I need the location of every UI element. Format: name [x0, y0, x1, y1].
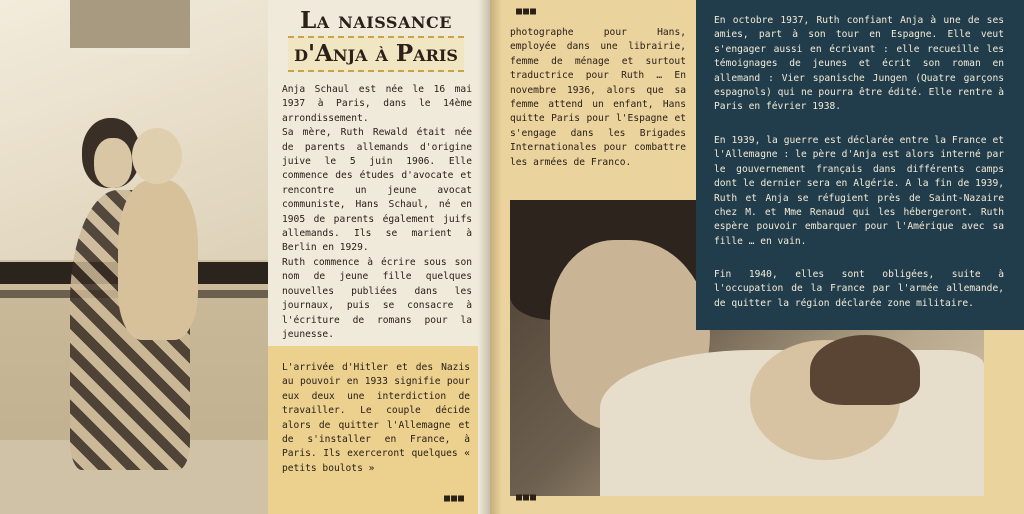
left-page — [0, 0, 490, 514]
photo-mother-holding-child — [0, 0, 268, 514]
title-line-1: La naissance — [300, 7, 452, 34]
paragraph-birth-and-parents: Anja Schaul est née le 16 mai 1937 à Paris, dans le 14ème arrondissement. Sa mère, Ruth Rewald était née de parents allemands d'origine juive le 5 juin 1906. Elle commence des études d'avocate et rencontre un jeune avocat communiste, Hans Schaul, né en 1905 de parents également juifs allemands. Ils se marient à Berlin en 1929. Ruth commence à écrire sous son nom de jeune fille quelques nouvelles publiées dans les journaux, puis se consacre à l'écriture de romans pour la jeunesse. — [282, 84, 472, 340]
paragraph-hans-leaves: photographe pour Hans, employée dans une librairie, femme de ménage et surtout traductrice pour Ruth … En novembre 1936, alors que sa femme attend un enfant, Hans quitte Paris pour l'Espagne et s'engage dans les Brigades Internationales pour combattre les armées de Franco. — [510, 27, 686, 168]
book-gutter — [478, 0, 502, 514]
paragraph-1939-war: En 1939, la guerre est déclarée entre la France et l'Allemagne : le père d'Anja est alors interné par le gouvernement français dans différents camps dont le dernier sera en Algérie. A la fin de 1939, Ruth et Anja se réfugient près de Saint-Nazaire chez M. et Mme Renaud qui les hébergeront. Ruth espère pouvoir embarquer pour l'Amérique avec sa fille … en vain. — [714, 135, 1004, 247]
paragraph-hitler-arrival: L'arrivée d'Hitler et des Nazis au pouvoir en 1933 signifie pour eux deux une interdiction de travailler. Le couple décide alors de quitter l'Allemagne et de s'installer en France, à Paris. Ils exerceront quelques « petits boulots » — [282, 362, 470, 474]
ornament-squares-left: ■■■ — [444, 493, 466, 504]
ornament-squares-top: ■■■ — [516, 6, 538, 17]
paragraph-end-1940: Fin 1940, elles sont obligées, suite à l'occupation de la France par l'armée allemande, de quitter la région déclarée zone militaire. — [714, 269, 1004, 309]
title-line-2: d'Anja à Paris — [288, 36, 464, 72]
page-title — [278, 6, 474, 72]
ornament-squares-bottom: ■■■ — [516, 492, 538, 503]
paragraph-october-1937: En octobre 1937, Ruth confiant Anja à une de ses amies, part à son tour en Espagne. Elle veut s'engager aussi en écrivant : elle recueille les témoignages de jeunes et écrit son roman en allemand : Vier spanische Jungen (Quatre garçons espagnols) qui ne pourra être édité. Elle rentre à Paris en février 1938. — [714, 15, 1004, 113]
